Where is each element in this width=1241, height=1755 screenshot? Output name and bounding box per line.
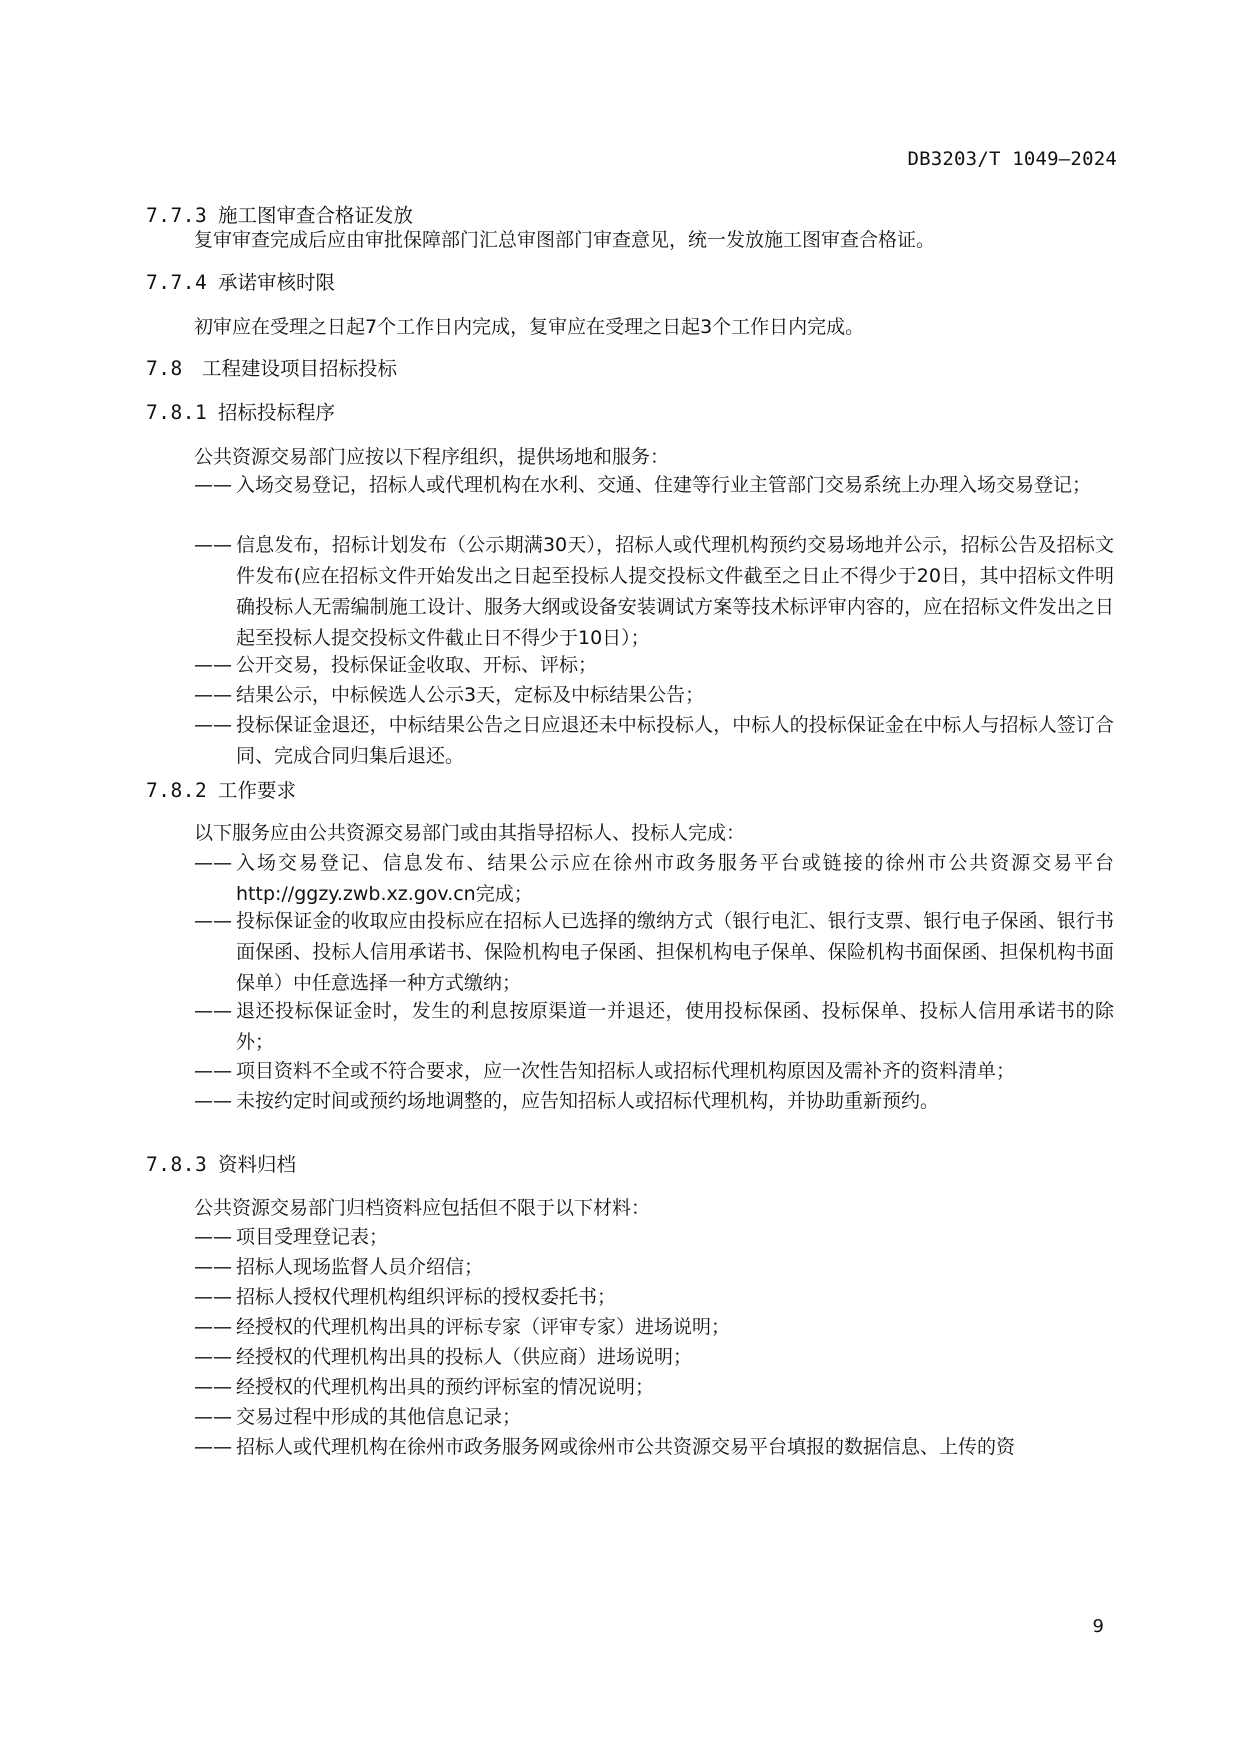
- list-item: [194, 1372, 1114, 1403]
- list-item: [194, 1252, 1114, 1283]
- list-item-text: 招标人现场监督人员介绍信；: [236, 1256, 484, 1278]
- section-title: 资料归档: [218, 1153, 297, 1176]
- intro-paragraph: 公共资源交易部门归档资料应包括但不限于以下材料：: [194, 1197, 651, 1219]
- list-item: [194, 848, 1114, 910]
- list-item: [194, 530, 1114, 654]
- list-dash: ——: [194, 910, 232, 932]
- list-dash: ——: [194, 534, 232, 556]
- list-item: [194, 1312, 1114, 1343]
- list-item: [194, 1086, 1114, 1117]
- section-number: 7.8.1: [146, 401, 208, 424]
- page-number: 9: [1092, 1616, 1104, 1637]
- paragraph: 初审应在受理之日起7个工作日内完成，复审应在受理之日起3个工作日内完成。: [194, 316, 865, 338]
- list-item-text: 公开交易，投标保证金收取、开标、评标；: [236, 654, 598, 676]
- list-item: [194, 906, 1114, 999]
- section-heading-7-7-3: [146, 203, 413, 229]
- section-title: 施工图审查合格证发放: [218, 204, 414, 227]
- list-item-text: 未按约定时间或预约场地调整的，应告知招标人或招标代理机构，并协助重新预约。: [236, 1090, 940, 1112]
- section-number: 7.8.2: [146, 779, 208, 802]
- section-title: 招标投标程序: [218, 401, 336, 424]
- list-item-text: 投标保证金退还，中标结果公告之日应退还未中标投标人，中标人的投标保证金在中标人与招标人签订合同、完成合同归集后退还。: [236, 714, 1114, 767]
- list-item: [194, 1432, 1114, 1463]
- list-item-text: 经授权的代理机构出具的投标人（供应商）进场说明；: [236, 1346, 693, 1368]
- list-dash: ——: [194, 684, 232, 706]
- intro-paragraph: 公共资源交易部门应按以下程序组织，提供场地和服务：: [194, 446, 670, 468]
- list-dash: ——: [194, 1226, 232, 1248]
- list-item-text: 经授权的代理机构出具的评标专家（评审专家）进场说明；: [236, 1316, 731, 1338]
- list-dash: ——: [194, 852, 232, 874]
- list-dash: ——: [194, 474, 232, 496]
- list-dash: ——: [194, 714, 232, 736]
- section-title: 工程建设项目招标投标: [202, 357, 398, 380]
- list-dash: ——: [194, 1316, 232, 1338]
- list-dash: ——: [194, 1256, 232, 1278]
- list-dash: ——: [194, 1346, 232, 1368]
- list-item-text: 入场交易登记，招标人或代理机构在水利、交通、住建等行业主管部门交易系统上办理入场交易登记；: [236, 474, 1092, 496]
- list-item: [194, 650, 1114, 681]
- list-item-text: 经授权的代理机构出具的预约评标室的情况说明；: [236, 1376, 655, 1398]
- section-heading-7-8-1: [146, 400, 335, 426]
- list-item-text: 交易过程中形成的其他信息记录；: [236, 1406, 522, 1428]
- document-code: DB3203/T 1049—2024: [907, 148, 1117, 170]
- list-item: [194, 710, 1114, 772]
- list-item: [194, 680, 1114, 711]
- section-heading-7-7-4: [146, 270, 335, 296]
- list-dash: ——: [194, 1376, 232, 1398]
- list-item: [194, 1222, 1114, 1253]
- list-dash: ——: [194, 1436, 232, 1458]
- list-item: [194, 470, 1114, 501]
- section-title: 承诺审核时限: [218, 271, 336, 294]
- list-item: [194, 1282, 1114, 1313]
- section-heading-7-8-3: [146, 1152, 296, 1178]
- intro-paragraph: 以下服务应由公共资源交易部门或由其指导招标人、投标人完成：: [194, 822, 746, 844]
- list-dash: ——: [194, 1000, 232, 1022]
- paragraph: 复审审查完成后应由审批保障部门汇总审图部门审查意见，统一发放施工图审查合格证。: [194, 229, 936, 251]
- list-item-text: 招标人授权代理机构组织评标的授权委托书；: [236, 1286, 617, 1308]
- section-title: 工作要求: [218, 779, 297, 802]
- section-number: 7.7.3: [146, 204, 208, 227]
- section-number: 7.8: [146, 357, 183, 380]
- list-item: [194, 1402, 1114, 1433]
- list-item-text: 项目受理登记表；: [236, 1226, 389, 1248]
- list-dash: ——: [194, 654, 232, 676]
- list-dash: ——: [194, 1090, 232, 1112]
- section-heading-7-8: [146, 356, 397, 382]
- list-item-text: 结果公示，中标候选人公示3天，定标及中标结果公告；: [236, 684, 705, 706]
- list-item-text: 招标人或代理机构在徐州市政务服务网或徐州市公共资源交易平台填报的数据信息、上传的资: [236, 1436, 1016, 1458]
- section-heading-7-8-2: [146, 778, 296, 804]
- list-item: [194, 996, 1114, 1058]
- list-item-text: 退还投标保证金时，发生的利息按原渠道一并退还，使用投标保函、投标保单、投标人信用承诺书的除外；: [236, 1000, 1114, 1053]
- list-dash: ——: [194, 1406, 232, 1428]
- list-item: [194, 1342, 1114, 1373]
- list-dash: ——: [194, 1060, 232, 1082]
- list-item-text: 投标保证金的收取应由投标应在招标人已选择的缴纳方式（银行电汇、银行支票、银行电子保函、银行书面保函、投标人信用承诺书、保险机构电子保函、担保机构电子保单、保险机构书面保函、担保机构书面保单）中任意选择一种方式缴纳；: [236, 910, 1114, 994]
- list-item-text: 项目资料不全或不符合要求，应一次性告知招标人或招标代理机构原因及需补齐的资料清单；: [236, 1060, 1016, 1082]
- list-item-text: 信息发布，招标计划发布（公示期满30天），招标人或代理机构预约交易场地并公示，招标公告及招标文件发布(应在招标文件开始发出之日起至投标人提交投标文件截至之日止不得少于20日，其中招标文件明确投标人无需编制施工设计、服务大纲或设备安装调试方案等技术标评审内容的，应在招标文件发出之日起至投标人提交投标文件截止日不得少于10日）；: [236, 534, 1114, 649]
- list-dash: ——: [194, 1286, 232, 1308]
- section-number: 7.8.3: [146, 1153, 208, 1176]
- list-item: [194, 1056, 1114, 1087]
- section-number: 7.7.4: [146, 271, 208, 294]
- list-item-text: 入场交易登记、信息发布、结果公示应在徐州市政务服务平台或链接的徐州市公共资源交易平台http://ggzy.zwb.xz.gov.cn完成；: [236, 852, 1114, 905]
